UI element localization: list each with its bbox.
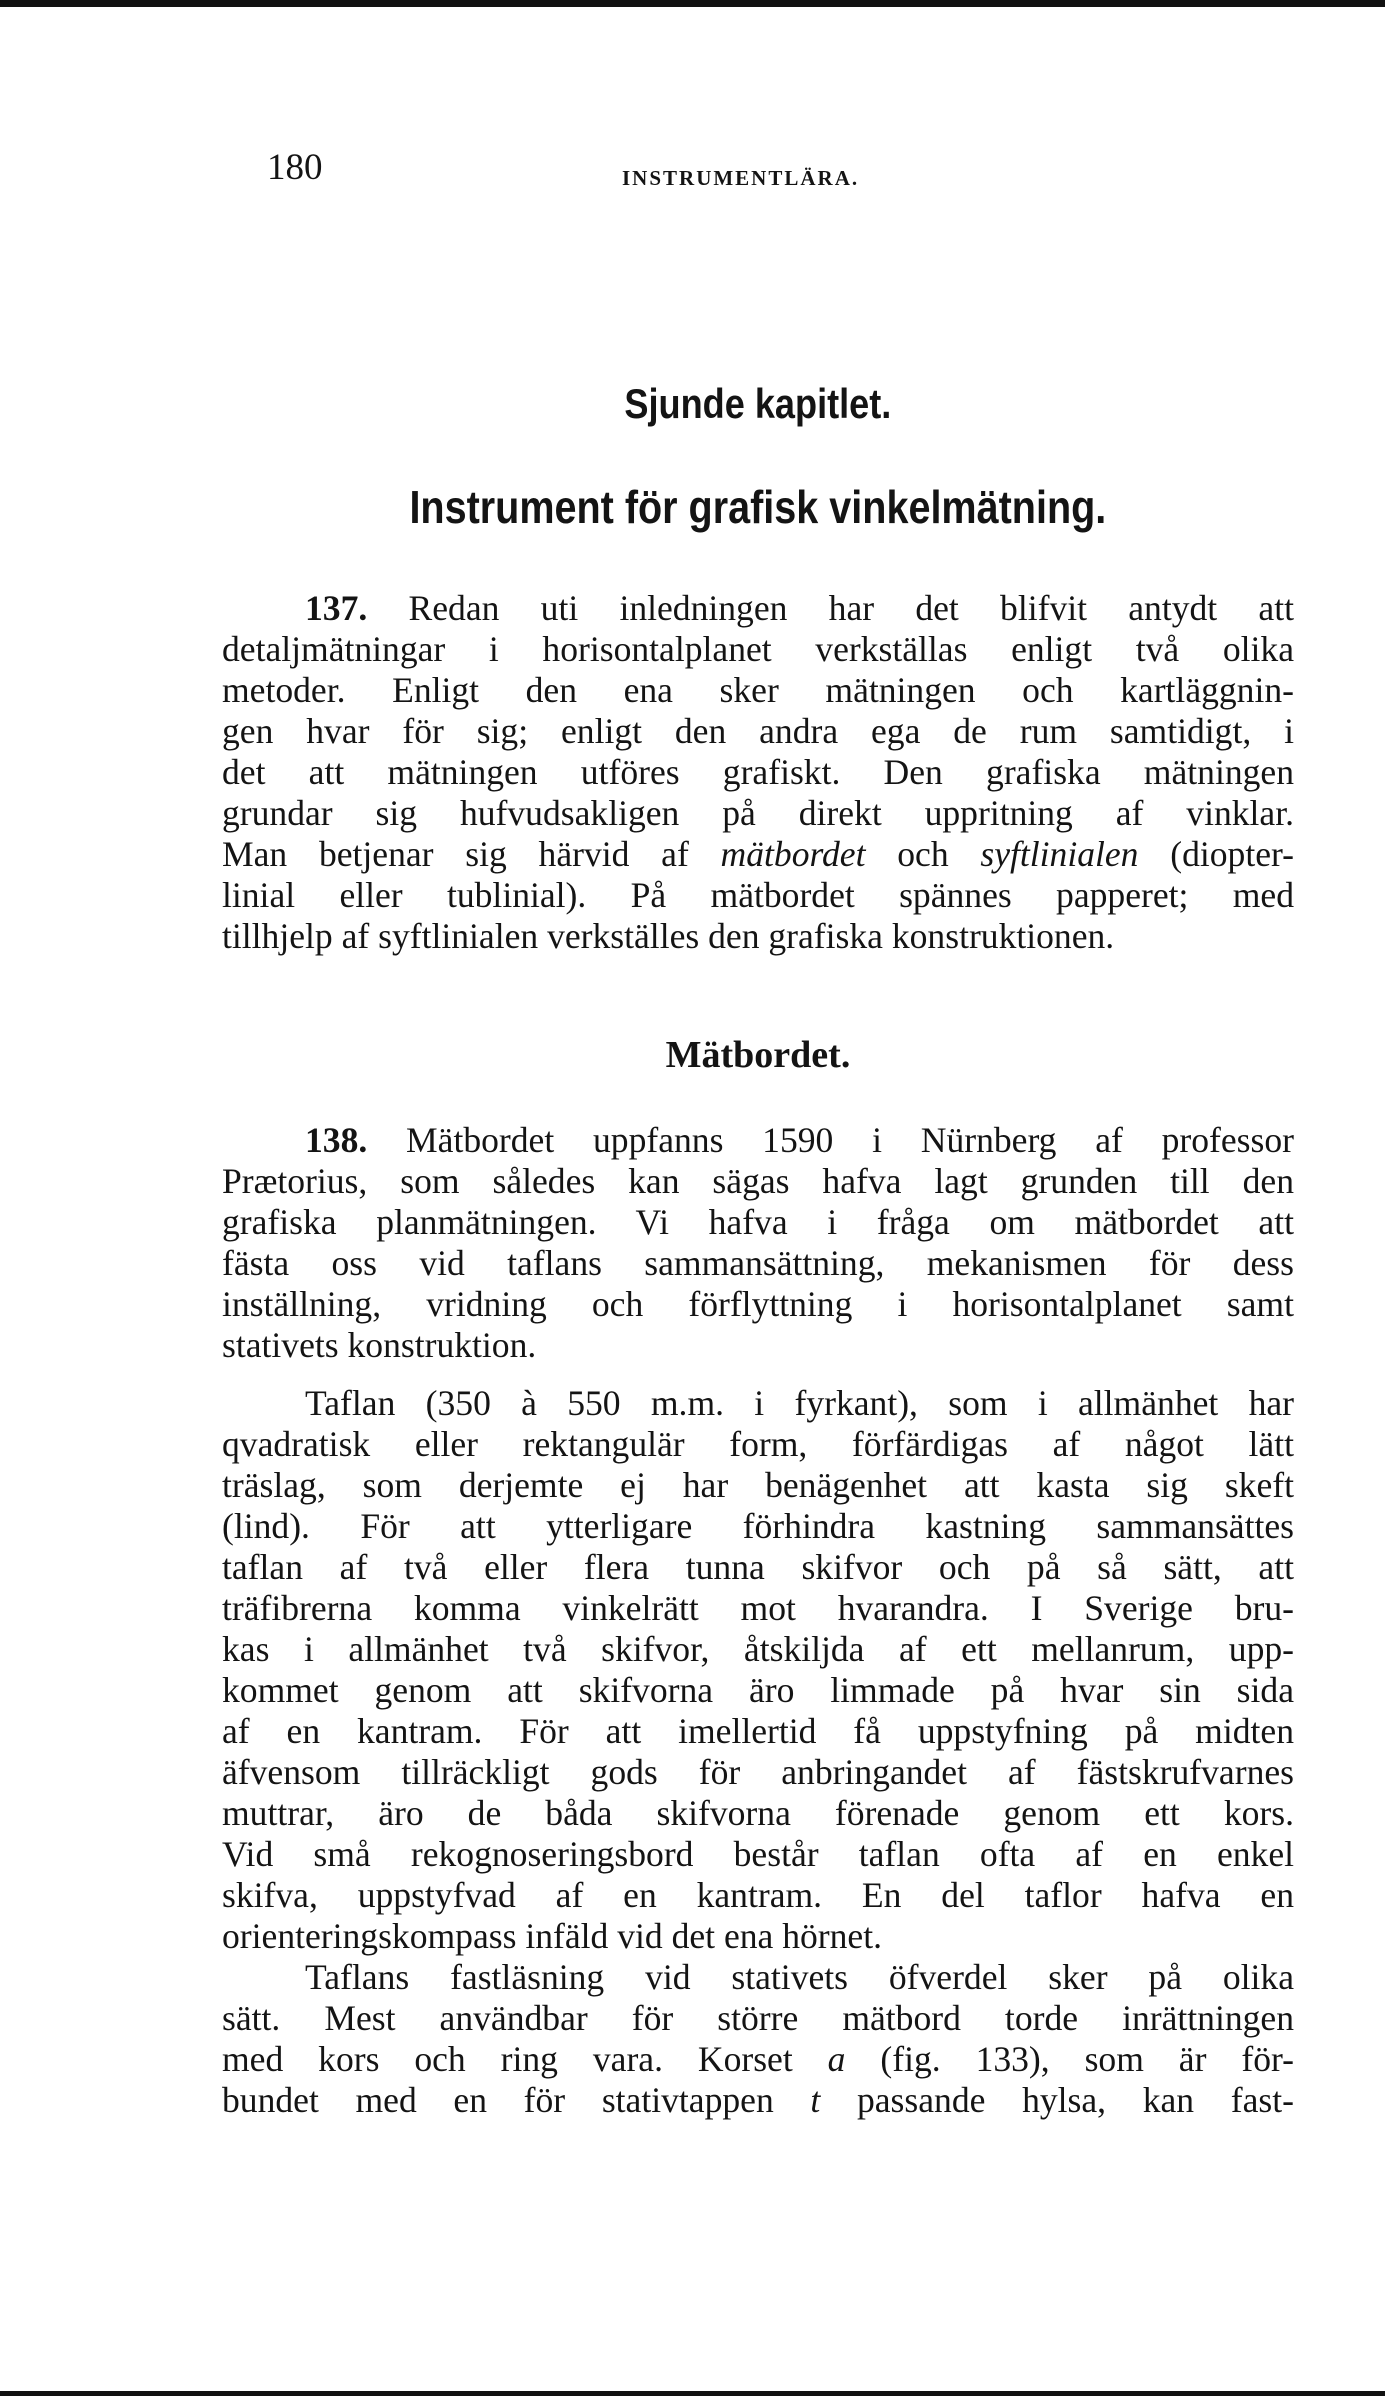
- text-line: muttrar, äro de båda skifvorna förenade genom ett kors.: [222, 1793, 1294, 1833]
- running-head: [222, 140, 1294, 200]
- text-line: kommet genom att skifvorna äro limmade på hvar sin sida: [222, 1670, 1294, 1710]
- text-line: grafiska planmätningen. Vi hafva i fråga om mätbordet att: [222, 1202, 1294, 1242]
- text-line: det att mätningen utföres grafiskt. Den grafiska mätningen: [222, 752, 1294, 792]
- text-line: Taflans fastläsning vid stativets öfverdel sker på olika: [305, 1957, 1294, 1997]
- text-line: fästa oss vid taflans sammansättning, mekanismen för dess: [222, 1243, 1294, 1283]
- text-line: Taflan (350 à 550 m.m. i fyrkant), som i allmänhet har: [305, 1383, 1294, 1423]
- text-line: taflan af två eller flera tunna skifvor och på så sätt, att: [222, 1547, 1294, 1587]
- text-line: tillhjelp af syftlinialen verkställes den grafiska konstruktionen.: [222, 916, 1115, 956]
- text-line: (lind). För att ytterligare förhindra kastning sammansättes: [222, 1506, 1294, 1546]
- italic-variable: t: [810, 2080, 821, 2120]
- section-number: 137.: [305, 588, 368, 628]
- italic-term: mätbordet: [720, 834, 866, 874]
- paragraph-138: [222, 1120, 1294, 1366]
- text-line: linial eller tublinial). På mätbordet spännes papperet; med: [222, 875, 1294, 915]
- text-line: Prætorius, som således kan sägas hafva lagt grunden till den: [222, 1161, 1294, 1201]
- chapter-title: Instrument för grafisk vinkelmätning.: [409, 481, 1107, 533]
- text-line: med kors och ring vara. Korset a (fig. 133), som är för-: [222, 2039, 1294, 2079]
- text-line: 137. Redan uti inledningen har det blifvit antydt att: [305, 588, 1294, 628]
- text-line: bundet med en för stativtappen t passande hylsa, kan fast-: [222, 2080, 1294, 2120]
- text-line: stativets konstruktion.: [222, 1325, 537, 1365]
- paragraph-137: [222, 588, 1294, 957]
- text-line: qvadratisk eller rektangulär form, förfärdigas af något lätt: [222, 1424, 1294, 1464]
- text-line: af en kantram. För att imellertid få uppstyfning på midten: [222, 1711, 1294, 1751]
- text-line: sätt. Mest användbar för större mätbord torde inrättningen: [222, 1998, 1294, 2038]
- scan-edge-bottom: [0, 2391, 1385, 2396]
- paragraph-taflan: [222, 1383, 1294, 1957]
- chapter-label: Sjunde kapitlet.: [624, 380, 892, 427]
- text-line: inställning, vridning och förflyttning i horisontalplanet samt: [222, 1284, 1294, 1324]
- text-line: Vid små rekognoseringsbord består taflan ofta af en enkel: [222, 1834, 1294, 1874]
- italic-term: syftlinialen: [980, 834, 1139, 874]
- section-heading: Mätbordet.: [665, 1034, 851, 1076]
- section-number: 138.: [305, 1120, 368, 1160]
- text-line: skifva, uppstyfvad af en kantram. En del taflor hafva en: [222, 1875, 1294, 1915]
- running-title: INSTRUMENTLÄRA.: [622, 166, 860, 190]
- text-line: äfvensom tillräckligt gods för anbringandet af fästskrufvarnes: [222, 1752, 1294, 1792]
- text-line: träfibrerna komma vinkelrätt mot hvarandra. I Sverige bru-: [222, 1588, 1294, 1628]
- text-line: träslag, som derjemte ej har benägenhet att kasta sig skeft: [222, 1465, 1294, 1505]
- italic-variable: a: [827, 2039, 846, 2079]
- text-line: 138. Mätbordet uppfanns 1590 i Nürnberg af professor: [305, 1120, 1294, 1160]
- text-line: grundar sig hufvudsakligen på direkt uppritning af vinklar.: [222, 793, 1294, 833]
- text-line: Man betjenar sig härvid af mätbordet och syftlinialen (diopter-: [222, 834, 1294, 874]
- text-line: gen hvar för sig; enligt den andra ega de rum samtidigt, i: [222, 711, 1294, 751]
- text-line: orienteringskompass infäld vid det ena hörnet.: [222, 1916, 883, 1956]
- text-line: metoder. Enligt den ena sker mätningen och kartläggnin-: [222, 670, 1294, 710]
- paragraph-fastlasning: [222, 1957, 1294, 2121]
- page-number: 180: [267, 147, 323, 188]
- book-page: [222, 140, 1294, 2120]
- scan-edge-top: [0, 0, 1385, 7]
- text-line: kas i allmänhet två skifvor, åtskiljda af ett mellanrum, upp-: [222, 1629, 1294, 1669]
- text-line: detaljmätningar i horisontalplanet verkställas enligt två olika: [222, 629, 1294, 669]
